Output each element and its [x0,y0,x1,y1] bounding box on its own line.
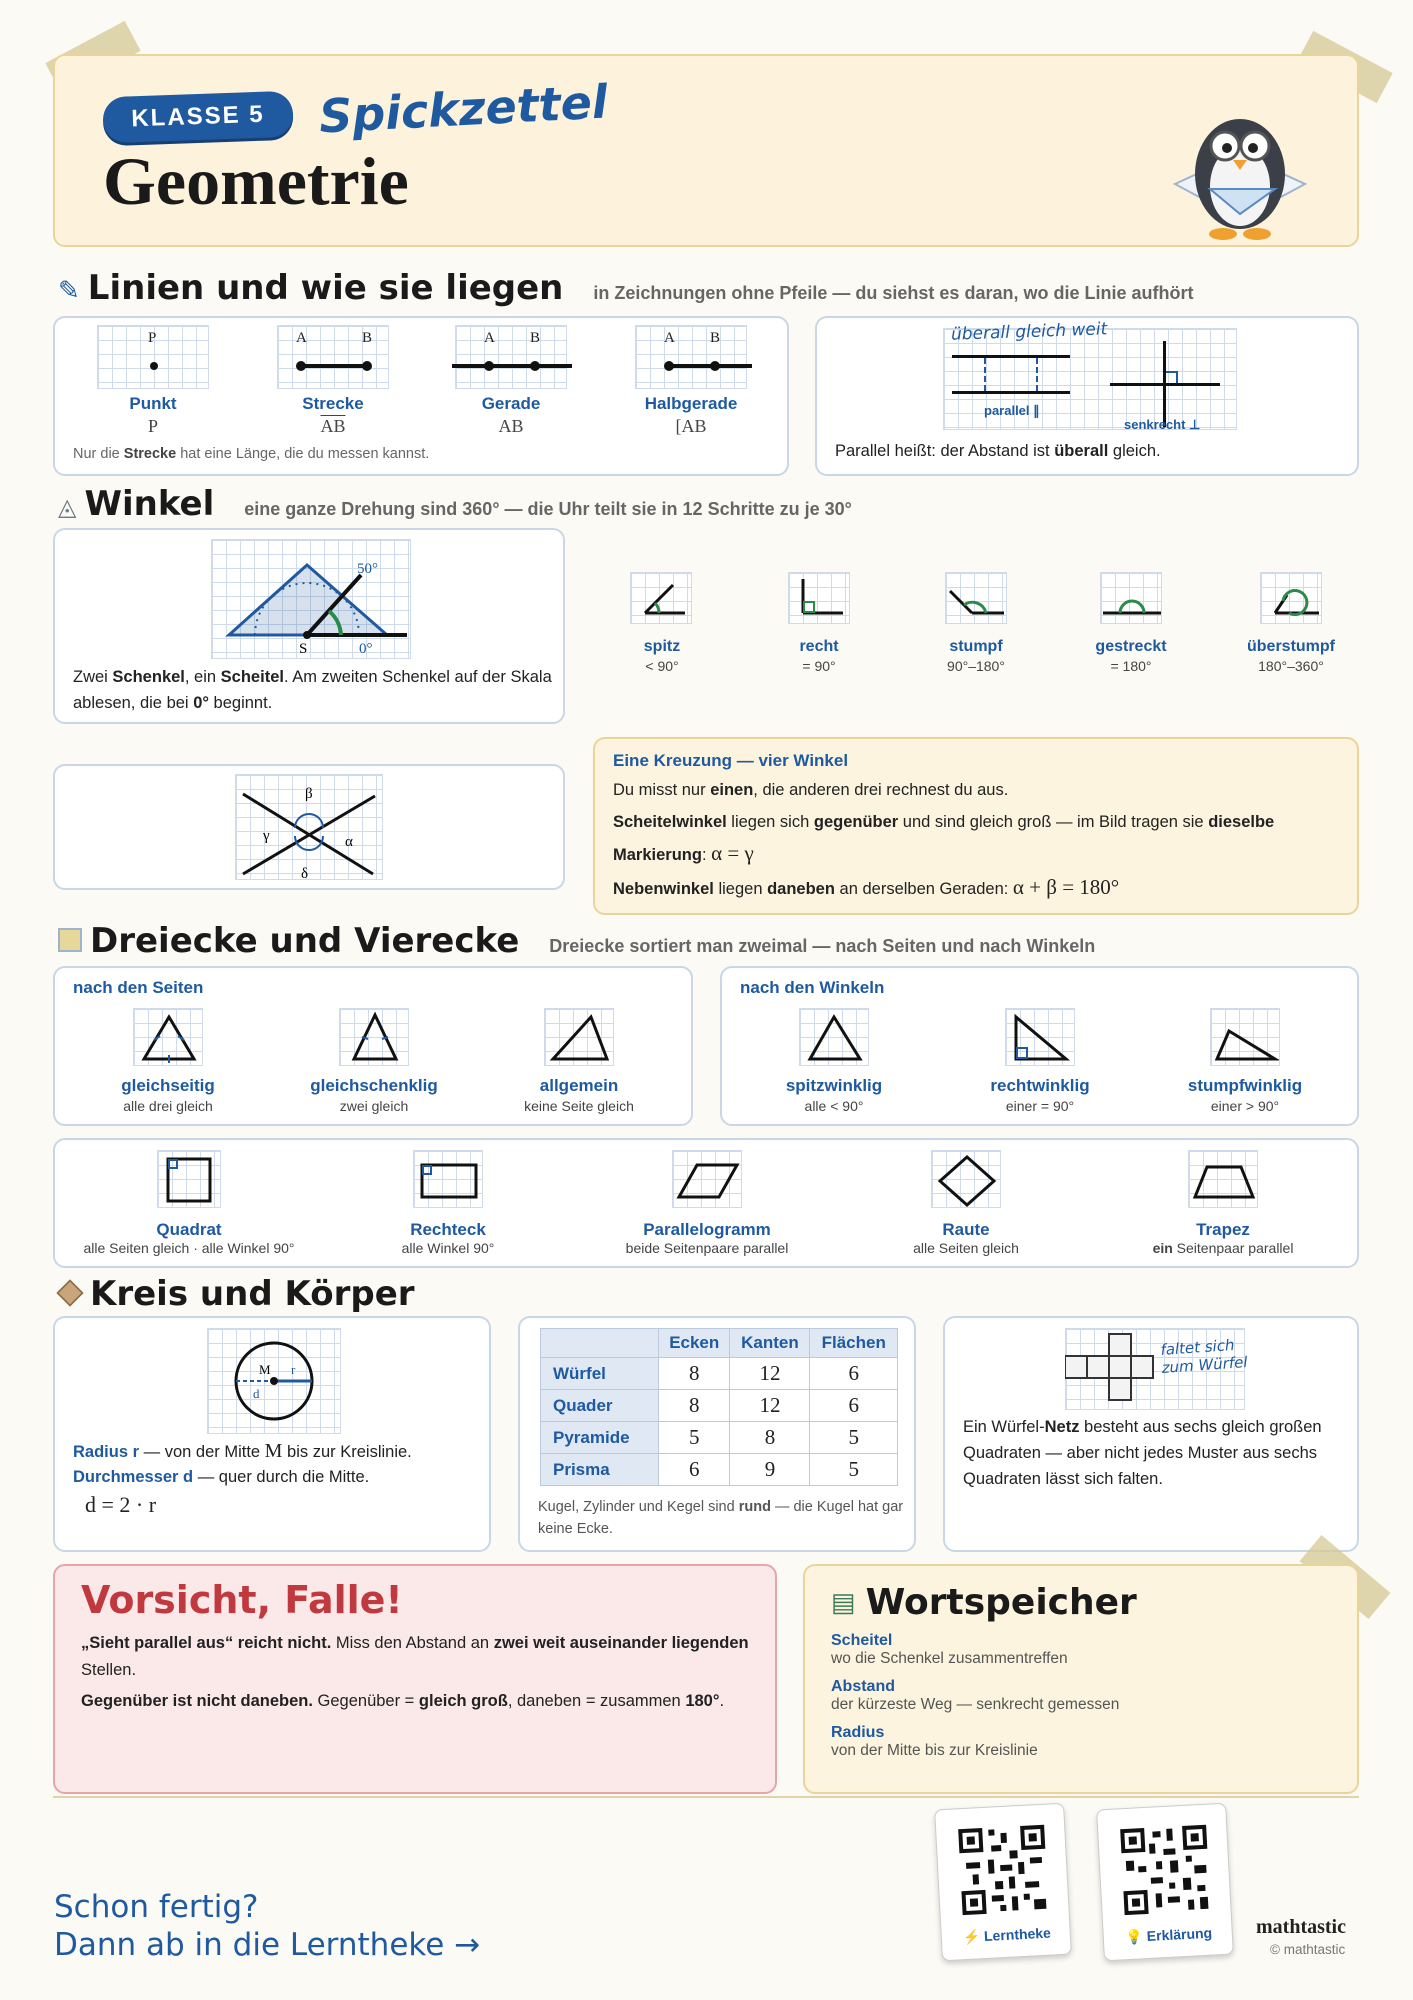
vertex-label: S [299,641,308,657]
alpha-label: α [345,834,353,850]
line-label-a: A [484,330,495,346]
triangle-square-icon [58,928,82,952]
qr-code-icon [956,1823,1051,1918]
shape-name: gleichschenklig [310,1076,438,1095]
table-row: Prisma 6 9 5 [541,1454,898,1486]
card-heading: nach den Seiten [73,978,204,997]
delta-label: δ [301,866,309,880]
shape-desc: beide Seitenpaare parallel [625,1240,789,1256]
pencil-icon: ✎ [58,275,80,305]
table-row: Quader 8 12 6 [541,1390,898,1422]
radius-text: Radius r — von der Mitte M bis zur Kreislinie. [73,1440,412,1462]
section-title: Kreis und Körper [90,1274,415,1314]
right-angle-icon [788,572,850,624]
net-card [943,1316,1359,1552]
radius-label: r [291,1362,296,1377]
point-dot [150,362,158,370]
qr-card-lerntheke[interactable] [934,1803,1072,1962]
table-header: Kanten [730,1329,810,1358]
line-type-name: Strecke [302,394,364,413]
parallel-hand-note: überall gleich weit [950,319,1108,345]
class-badge: KLASSE 5 [102,91,293,144]
shape-desc: ein Seitenpaar parallel [1152,1240,1294,1256]
section-header-dreiecke [58,921,1095,961]
angle-type-stumpf [945,572,1007,629]
acute-angle-icon [630,572,692,624]
line-notation: [AB [675,416,707,436]
angle-type-spitz [630,572,692,629]
section-header-linien [58,268,1193,308]
angle-type-gestreckt [1100,572,1162,629]
glossary-title: Wortspeicher [865,1582,1137,1623]
shape-desc: alle Seiten gleich · alle Winkel 90° [83,1240,295,1256]
reflex-angle-icon [1260,572,1322,624]
crossing-diagram [235,774,383,880]
zero-label: 0° [359,641,373,657]
qr-label: 💡 Erklärung [1125,1924,1213,1946]
rectangle-icon [413,1150,483,1208]
section-subtitle: eine ganze Drehung sind 360° — die Uhr teilt sie in 12 Schritte zu je 30° [244,499,852,519]
parallelogram-icon [672,1150,742,1208]
qr-card-erklaerung[interactable] [1096,1803,1234,1962]
bolt-icon: ⚡ [962,1928,981,1946]
shape-name: Parallelogramm [643,1220,771,1239]
line-notation: P [147,416,158,436]
footer-cta: Schon fertig? Dann ab in die Lerntheke → [54,1889,481,1963]
segment-label-b: B [362,330,373,346]
crossing-card [53,764,565,890]
angle-type-range: 90°–180° [947,658,1005,674]
shape-name: gleichseitig [121,1076,215,1095]
circle-card [53,1316,491,1552]
section-header-kreis [58,1274,415,1314]
line-notation: AB [498,416,524,436]
shape-desc: einer = 90° [1005,1098,1075,1114]
equilateral-triangle-icon [133,1008,203,1066]
line-notation: $\overline{AB}$ [320,416,346,436]
point-diagram [97,325,209,389]
section-subtitle: in Zeichnungen ohne Pfeile — du siehst es daran, wo die Linie aufhört [593,283,1194,303]
solids-card [518,1316,916,1552]
diameter-label: d [253,1386,260,1401]
lightbulb-icon: 💡 [1125,1928,1144,1946]
obtuse-triangle-icon [1210,1008,1280,1066]
angle-type-ueberstumpf [1260,572,1322,629]
angle-type-range: 180°–360° [1258,658,1324,674]
point-label: P [148,330,157,346]
perpendicular-label: senkrecht ⊥ [1124,417,1201,432]
gamma-label: γ [263,828,270,844]
table-header: Flächen [810,1329,898,1358]
set-square-icon: ◬ [58,494,77,521]
trapezoid-icon [1188,1150,1258,1208]
warning-p2: Gegenüber ist nicht daneben. Gegenüber = gleich groß, daneben = zusammen 180°. [81,1692,725,1710]
shape-desc: alle Seiten gleich [913,1240,1019,1256]
segment-label-a: A [296,330,307,346]
crossing-info-card [593,737,1359,915]
table-header: Ecken [659,1329,730,1358]
books-icon: ▤ [831,1587,856,1617]
scalene-triangle-icon [544,1008,614,1066]
diameter-formula: d = 2 · r [85,1492,157,1517]
acute-triangle-icon [799,1008,869,1066]
solids-table [540,1328,898,1486]
lines-card [53,316,789,476]
table-row: Würfel 8 12 6 [541,1358,898,1390]
warning-title: Vorsicht, Falle! [81,1578,403,1622]
shape-desc: alle Winkel 90° [401,1240,495,1256]
copyright: © mathtastic [1270,1942,1346,1957]
glossary-term: Radius [831,1724,885,1741]
section-title: Dreiecke und Vierecke [90,921,520,961]
warning-card [53,1564,777,1794]
qr-label: ⚡ Lerntheke [962,1924,1052,1946]
line-label-b: B [530,330,541,346]
angle-types [600,568,1360,688]
shape-desc: alle < 90° [804,1098,864,1114]
line-diagram [455,325,567,389]
ray-label-b: B [710,330,721,346]
glossary-def: der kürzeste Weg — senkrecht gemessen [831,1696,1120,1713]
penguin-mascot-icon [1165,94,1315,244]
circle-diagram [207,1328,341,1434]
card-heading: nach den Winkeln [740,978,885,997]
protractor-diagram [211,539,411,659]
triangles-by-sides-card [53,966,693,1126]
page-title: Geometrie [103,143,409,219]
info-line: Markierung: α = γ [613,841,754,865]
parallel-card [815,316,1359,476]
shape-name: allgemein [539,1076,619,1095]
qr-code-icon [1118,1823,1213,1918]
straight-angle-icon [1100,572,1162,624]
angle-type-range: = 180° [1110,658,1152,674]
line-type-name: Gerade [481,394,541,413]
angle-type-name: stumpf [949,638,1003,655]
info-title: Eine Kreuzung — vier Winkel [613,751,849,770]
footer-divider [53,1796,1359,1798]
header-card [53,54,1359,247]
shape-name: Trapez [1196,1220,1250,1239]
angle-type-name: recht [799,638,839,655]
shape-name: rechtwinklig [990,1076,1090,1095]
angle-type-range: < 90° [645,658,679,674]
shape-name: Raute [942,1220,990,1239]
info-line: Du misst nur einen, die anderen drei rechnest du aus. [613,781,1009,799]
beta-label: β [305,786,313,802]
shape-desc: alle drei gleich [123,1098,213,1114]
angle-type-name: gestreckt [1095,638,1167,655]
parallel-label: parallel ∥ [984,403,1040,418]
section-subtitle: Dreiecke sortiert man zweimal — nach Seiten und nach Winkeln [549,936,1096,956]
protractor-card [53,528,565,724]
segment-diagram [277,325,389,389]
glossary-term: Abstand [831,1678,895,1695]
parallel-note: Parallel heißt: der Abstand ist überall gleich. [835,442,1161,460]
lines-note: Nur die Strecke hat eine Länge, die du messen kannst. [73,446,430,462]
angle-type-name: überstumpf [1247,638,1335,655]
table-note: Kugel, Zylinder und Kegel sind rund — die Kugel hat gar keine Ecke. [538,1499,904,1537]
cube-icon [56,1279,83,1306]
glossary-term: Scheitel [831,1632,893,1649]
table-row: Pyramide 5 8 5 [541,1422,898,1454]
header-subtitle: Spickzettel [317,74,609,144]
shape-name: spitzwinklig [785,1076,883,1095]
ray-diagram [635,325,747,389]
angle-value-label: 50° [357,561,378,577]
shape-desc: zwei gleich [339,1098,409,1114]
section-title: Winkel [84,484,215,524]
ray-label-a: A [664,330,675,346]
shape-name: stumpfwinklig [1187,1076,1303,1095]
angle-type-name: spitz [643,638,681,655]
shape-name: Quadrat [156,1220,222,1239]
glossary-list [831,1632,1331,1760]
rhombus-icon [931,1150,1001,1208]
info-line: Nebenwinkel liegen daneben an derselben Geraden: α + β = 180° [613,875,1120,899]
angle-type-recht [788,572,850,629]
section-title: Linien und wie sie liegen [87,268,564,308]
glossary-card [803,1564,1359,1794]
shape-desc: einer > 90° [1210,1098,1280,1114]
brand-logo: mathtastic [1256,1916,1346,1938]
warning-p1: „Sieht parallel aus“ reicht nicht. Miss den Abstand an zwei weit auseinander liegenden Stellen. [81,1634,749,1679]
glossary-def: wo die Schenkel zusammentreffen [831,1650,1068,1667]
diameter-text: Durchmesser d — quer durch die Mitte. [73,1468,370,1486]
quadrilaterals-card [53,1138,1359,1268]
shape-name: Rechteck [410,1220,486,1239]
section-header-winkel [58,484,852,524]
line-type-name: Halbgerade [644,394,738,413]
obtuse-angle-icon [945,572,1007,624]
glossary-def: von der Mitte bis zur Kreislinie [831,1742,1038,1759]
net-hand-note: faltet sich zum Würfel [1159,1335,1249,1377]
shape-desc: keine Seite gleich [524,1098,634,1114]
isosceles-triangle-icon [339,1008,409,1066]
line-type-name: Punkt [129,394,177,413]
protractor-text: Zwei Schenkel, ein Scheitel. Am zweiten Schenkel auf der Skala ablesen, die bei 0° beginnt. [73,668,552,712]
info-line: Scheitelwinkel liegen sich gegenüber und sind gleich groß — im Bild tragen sie dieselbe [613,813,1275,831]
triangles-by-angles-card [720,966,1359,1126]
square-icon [157,1150,221,1208]
glossary-header [831,1582,1137,1623]
net-text: Ein Würfel-Netz besteht aus sechs gleich großen Quadraten — aber nicht jedes Muster aus sechs Quadraten lässt sich falten. [963,1418,1322,1488]
angle-type-range: = 90° [802,658,836,674]
center-label: M [259,1362,271,1377]
right-triangle-icon [1005,1008,1075,1066]
